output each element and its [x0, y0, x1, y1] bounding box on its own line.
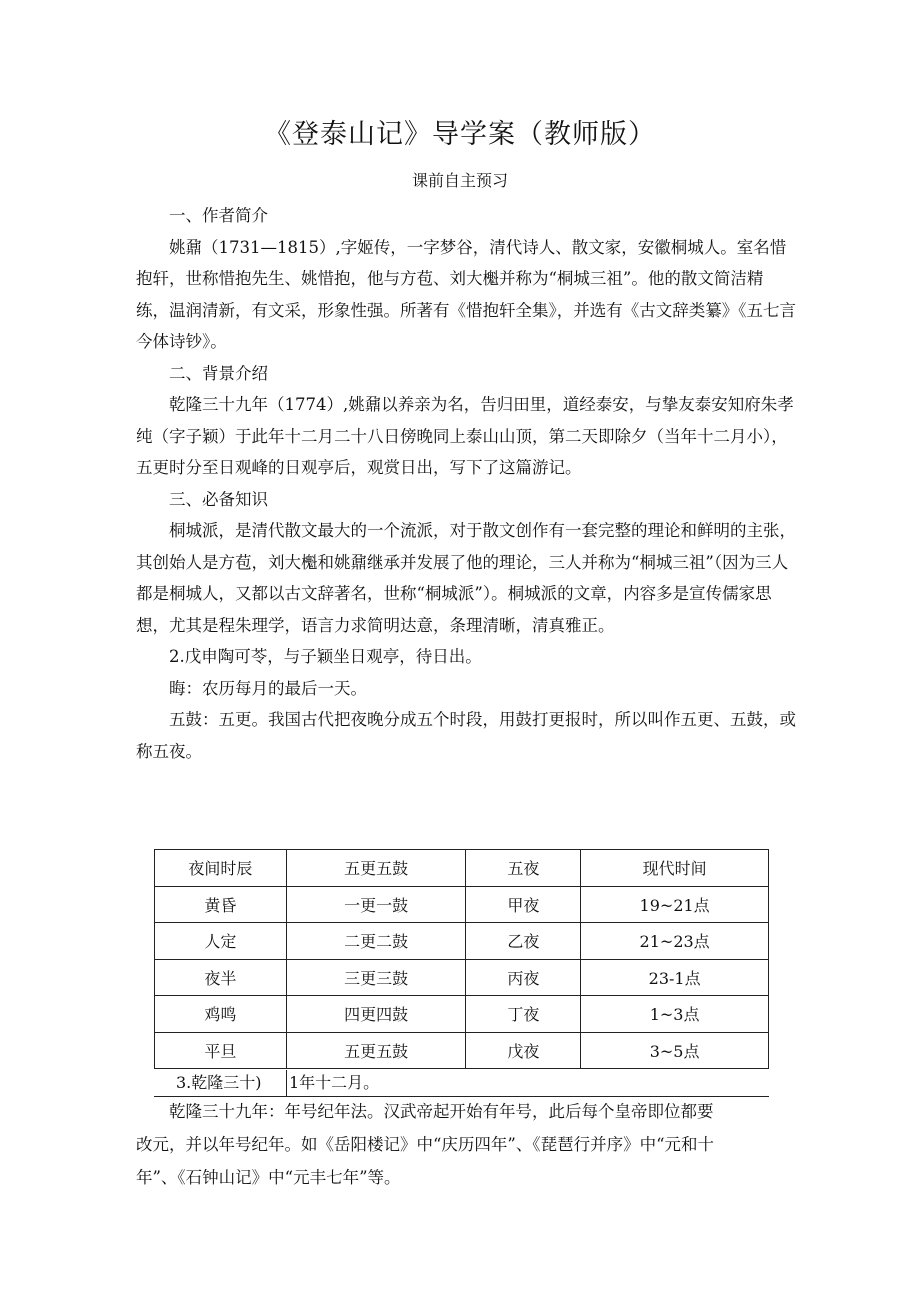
- table-cell: 鸡鸣: [155, 996, 287, 1033]
- page-title: 《登泰山记》导学案（教师版）: [264, 119, 656, 150]
- tail-line-1: 乾隆三十九年：年号纪年法。汉武帝起开始有年号，此后每个皇帝即位都要: [169, 1102, 714, 1121]
- table-header-cell: 夜间时辰: [155, 850, 287, 887]
- table-row: [155, 1032, 769, 1069]
- note-3-left: 3.乾隆三十): [176, 1073, 262, 1092]
- table-cell: 人定: [155, 923, 287, 960]
- table-cell: 乙夜: [466, 923, 581, 960]
- note-3-row: [154, 1070, 769, 1097]
- background-heading: 二、背景介绍: [169, 363, 268, 383]
- table-cell: 丁夜: [466, 996, 581, 1033]
- table-cell: 平旦: [155, 1032, 287, 1069]
- table-header-row: [155, 850, 769, 887]
- author-heading: 一、作者简介: [169, 206, 268, 225]
- table-cell: 三更三鼓: [286, 959, 466, 996]
- table-cell: 3~5点: [581, 1032, 769, 1069]
- table-cell: 一更一鼓: [286, 886, 466, 923]
- tail-line-3: 年”、《石钟山记》中“元丰七年”等。: [136, 1168, 401, 1187]
- table-cell: 五更五鼓: [286, 1032, 466, 1069]
- table-cell: 甲夜: [466, 886, 581, 923]
- table-cell: 丙夜: [466, 959, 581, 996]
- knowledge-paragraph: 桐城派，是清代散文最大的一个流派，对于散文创作有一套完整的理论和鲜明的主张，其创始人是方苞，刘大櫆和姚鼐继承并发展了他的理论，三人并称为“桐城三祖”（因为三人都是桐城人，又都以古文辞著名，世称“桐城派”）。桐城派的文章，内容多是宣传儒家思想，尤其是程朱理学，语言力求简明达意，条理清晰，清真雅正。: [136, 521, 796, 635]
- page-subtitle: 课前自主预习: [411, 171, 508, 190]
- table-row: [155, 886, 769, 923]
- table-header-cell: 五更五鼓: [286, 850, 466, 887]
- author-paragraph: 姚鼐（1731—1815）,字姬传，一字梦谷，清代诗人、散文家，安徽桐城人。室名惜抱轩，世称惜抱先生、姚惜抱，他与方苞、刘大櫆并称为“桐城三祖”。他的散文简洁精练，温润清新，有文采，形象性强。所著有《惜抱轩全集》，并选有《古文辞类纂》《五七言今体诗钞》。: [136, 237, 796, 351]
- tail-line-2: 改元，并以年号纪年。如《岳阳楼记》中“庆历四年”、《琵琶行并序》中“元和十: [136, 1135, 715, 1154]
- knowledge-heading: 三、必备知识: [169, 489, 268, 509]
- item-2: 2.戊申陶可苓，与子颖坐日观亭，待日出。: [169, 647, 482, 666]
- table-cell: 19~21点: [581, 886, 769, 923]
- table-header-cell: 五夜: [466, 850, 581, 887]
- table-cell: 二更二鼓: [286, 923, 466, 960]
- table-cell: 戊夜: [466, 1032, 581, 1069]
- background-paragraph: 乾隆三十九年（1774）,姚鼐以养亲为名，告归田里，道经泰安，与挚友泰安知府朱孝纯（字子颖）于此年十二月二十八日傍晚同上泰山山顶，第二天即除夕（当年十二月小），五更时分至日观峰的日观亭后，观赏日出，写下了这篇游记。: [136, 395, 794, 477]
- table-header-cell: 现代时间: [581, 850, 769, 887]
- document-body: [136, 200, 796, 767]
- note-3-right: 1年十二月。: [286, 1070, 379, 1096]
- reign-title-note: [136, 1095, 776, 1194]
- table-row: [155, 923, 769, 960]
- table-cell: 夜半: [155, 959, 287, 996]
- table-cell: 21~23点: [581, 923, 769, 960]
- table-row: [155, 959, 769, 996]
- night-watch-table: [154, 849, 769, 1069]
- table-cell: 1~3点: [581, 996, 769, 1033]
- table-cell: 23-1点: [581, 959, 769, 996]
- hui-definition: 晦：农历每月的最后一天。: [169, 678, 367, 698]
- table-row: [155, 996, 769, 1033]
- table-cell: 四更四鼓: [286, 996, 466, 1033]
- wugu-definition: 五鼓：五更。我国古代把夜晚分成五个时段，用鼓打更报时，所以叫作五更、五鼓，或称五夜。: [136, 710, 796, 761]
- table-cell: 黄昏: [155, 886, 287, 923]
